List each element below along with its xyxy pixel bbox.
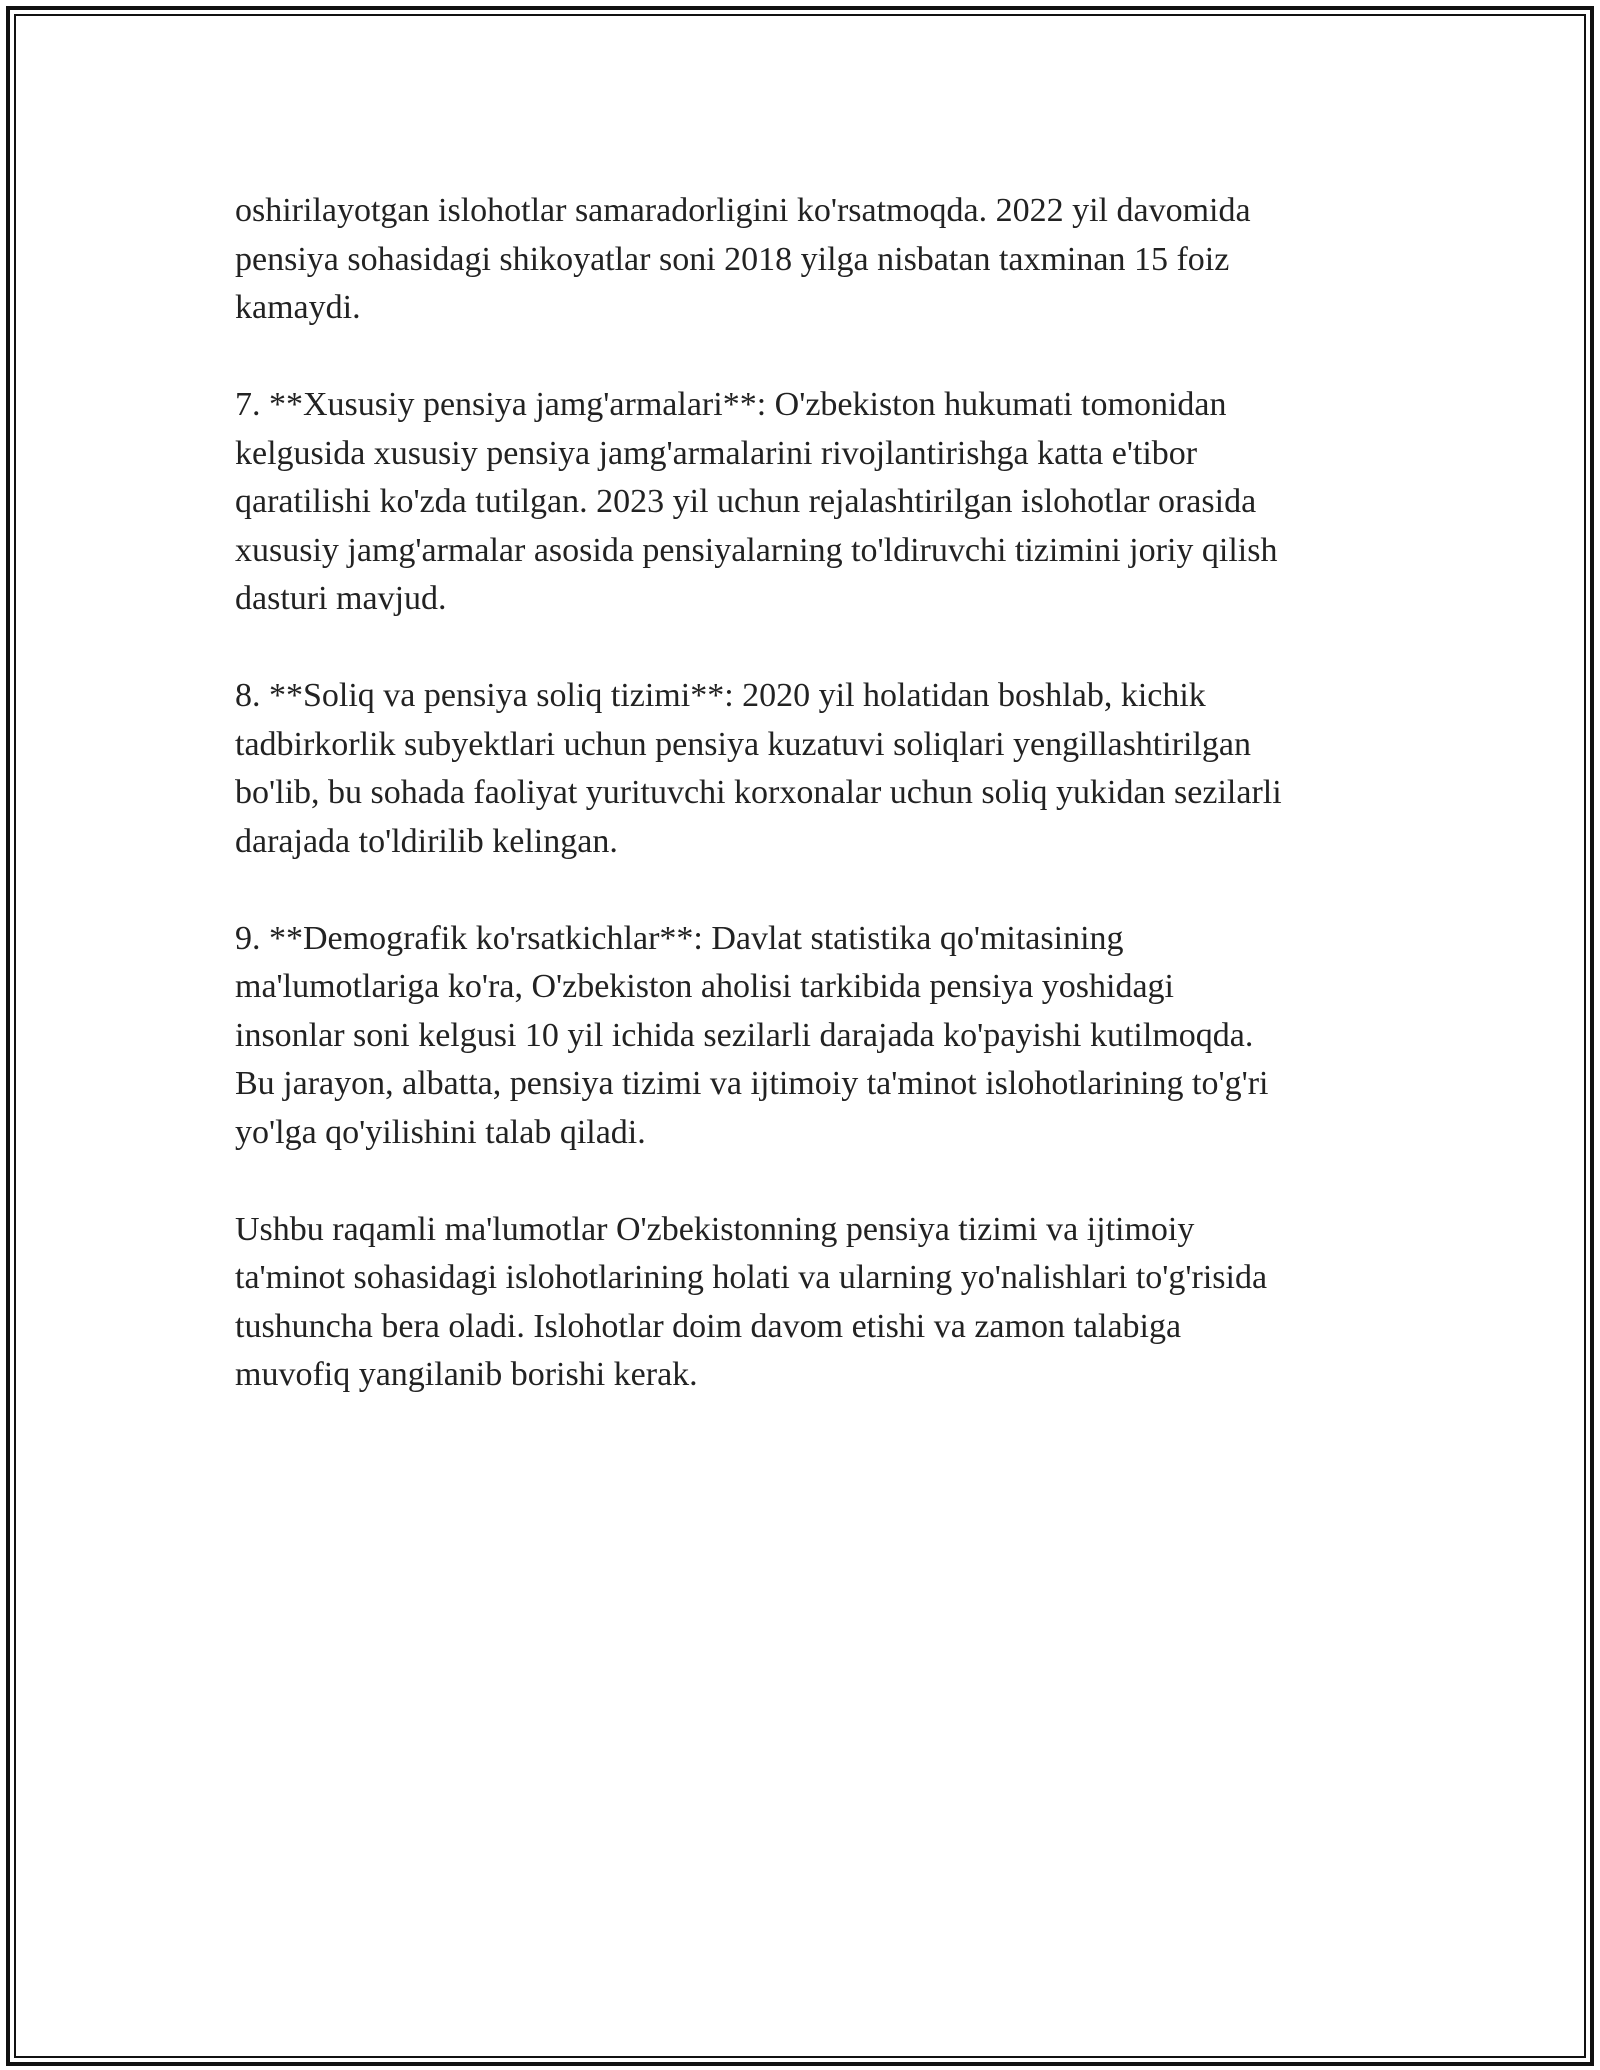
paragraph-conclusion: Ushbu raqamli ma'lumotlar O'zbekistonning pensiya tizimi va ijtimoiy ta'minot sohasidagi islohotlarining holati va ularning yo'nalishlari to'g'risida tushuncha bera oladi. Islohotlar doim davom etishi va zamon talabiga muvofiq yangilanib borishi kerak. xyxy=(235,1210,1268,1393)
paragraph-private-pension-funds: 7. **Xususiy pensiya jamg'armalari**: O'zbekiston hukumati tomonidan kelgusida xususiy pensiya jamg'armalarini rivojlantirishga katta e'tibor qaratilishi ko'zda tutilgan. 2023 yil uchun rejalashtirilgan islohotlar orasida xususiy jamg'armalar asosida pensiyalarning to'ldiruvchi tizimini joriy qilish dasturi mavjud. xyxy=(235,386,1278,617)
paragraph-complaints-decrease: oshirilayotgan islohotlar samaradorligini ko'rsatmoqda. 2022 yil davomida pensiya sohasidagi shikoyatlar soni 2018 yilga nisbatan taxminan 15 foiz kamaydi. xyxy=(235,192,1251,326)
paragraph-demographic-indicators: 9. **Demografik ko'rsatkichlar**: Davlat statistika qo'mitasining ma'lumotlariga ko'ra, O'zbekiston aholisi tarkibida pensiya yoshidagi insonlar soni kelgusi 10 yil ichida sezilarli darajada ko'payishi kutilmoqda. Bu jarayon, albatta, pensiya tizimi va ijtimoiy ta'minot islohotlarining to'g'ri yo'lga qo'yilishini talab qiladi. xyxy=(235,919,1269,1151)
document-body xyxy=(235,187,1380,1448)
paragraph-tax-system: 8. **Soliq va pensiya soliq tizimi**: 2020 yil holatidan boshlab, kichik tadbirkorlik subyektlari uchun pensiya kuzatuvi soliqlari yengillashtirilgan bo'lib, bu sohada faoliyat yurituvchi korxonalar uchun soliq yukidan sezilarli darajada to'ldirilib kelingan. xyxy=(235,677,1282,860)
